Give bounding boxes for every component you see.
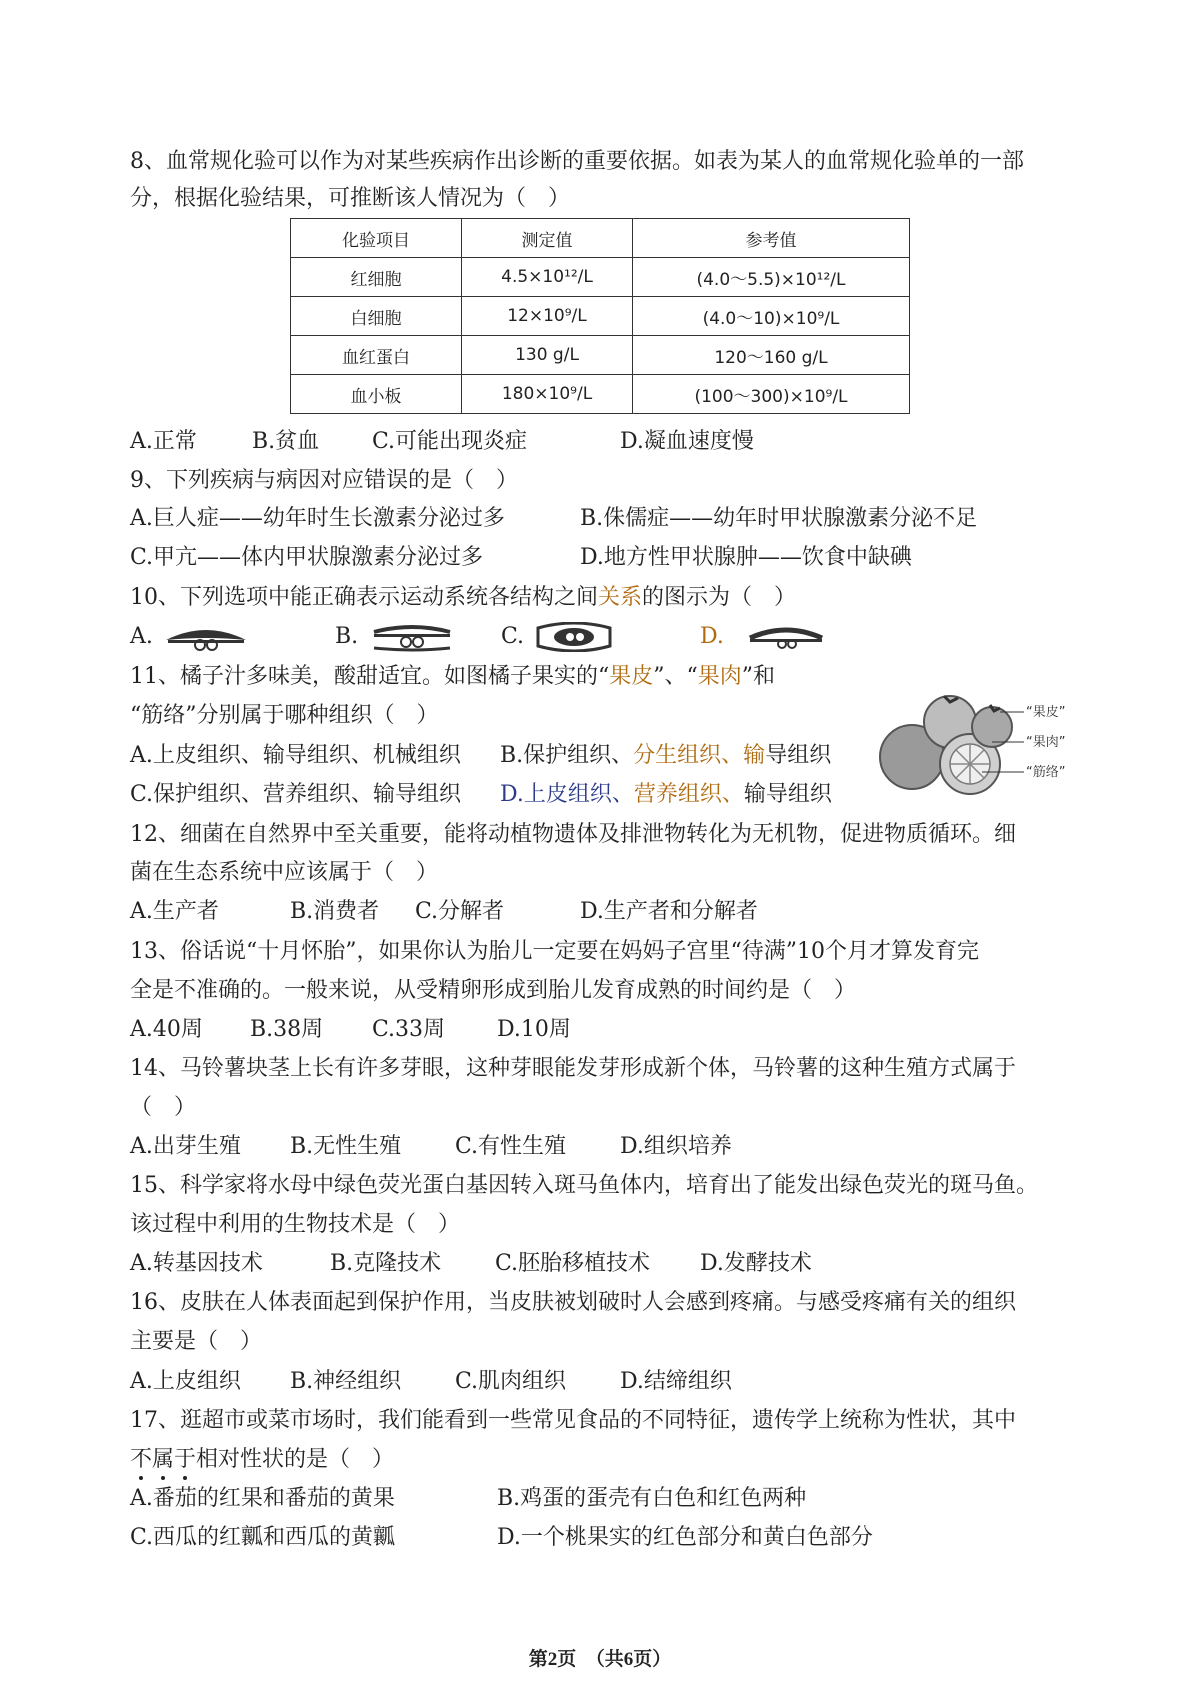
q13-stem-line2: 全是不准确的。一般来说，从受精卵形成到胎儿发育成熟的时间约是（ ） [130,978,857,1003]
table-cell: 130 g/L [462,336,633,375]
q17-option-a: A.番茄的红果和番茄的黄果 [130,1486,395,1511]
table-cell: 血小板 [291,375,462,414]
q11-stem-part: 11、橘子汁多味美，酸甜适宜。如图橘子果实的“ [130,664,610,689]
table-row [291,297,910,336]
q11-option-b-part: B.保护组织、 [500,743,634,768]
q9-option-c: C.甲亢——体内甲状腺激素分泌过多 [130,545,484,570]
q9-option-d: D.地方性甲状腺肿——饮食中缺碘 [580,545,912,570]
table-cell: 4.5×10¹²/L [462,258,633,297]
q13-option-c: C.33周 [372,1017,446,1042]
q8-stem-line2: 分，根据化验结果，可推断该人情况为（ ） [130,186,571,211]
q11-stem-part: ”、“ [653,664,698,689]
q11-option-d [500,780,832,810]
q11-option-b [500,741,831,771]
q13-option-a: A.40周 [130,1017,203,1042]
table-header: 参考值 [633,219,910,258]
q17-option-c: C.西瓜的红瓤和西瓜的黄瓤 [130,1525,396,1550]
table-row [291,375,910,414]
q10-option-a: A. [130,624,153,649]
q10-option-d: D. [700,624,724,649]
q14-option-b: B.无性生殖 [290,1134,402,1159]
q17-stem-line1: 17、逛超市或菜市场时，我们能看到一些常见食品的不同特征，遗传学上统称为性状，其中 [130,1408,1016,1433]
q15-option-d: D.发酵技术 [700,1251,812,1276]
q10-stem-part: 10、下列选项中能正确表示运动系统各结构之间 [130,585,598,610]
fig-label-fibers: “筋络” [1026,765,1066,780]
q15-option-b: B.克隆技术 [330,1251,442,1276]
table-cell: 180×10⁹/L [462,375,633,414]
q17-option-d: D.一个桃果实的红色部分和黄白色部分 [497,1525,873,1550]
q16-option-d: D.结缔组织 [620,1369,732,1394]
q16-option-a: A.上皮组织 [130,1369,241,1394]
q8-option-c: C.可能出现炎症 [372,429,528,454]
table-cell: 血红蛋白 [291,336,462,375]
table-cell: (4.0～10)×10⁹/L [633,297,910,336]
q12-stem-line1: 12、细菌在自然界中至关重要，能将动植物遗体及排泄物转化为无机物，促进物质循环。细 [130,822,1016,847]
q11-option-b-part: 导组织 [765,743,832,768]
q13-option-b: B.38周 [250,1017,324,1042]
q10-diagram-c-icon [530,622,618,652]
blood-test-table [290,218,910,414]
table-row [291,258,910,297]
q17-stem-line2: 不属于相对性状的是（ ） [130,1447,395,1472]
q11-stem-line1 [130,662,775,692]
q12-option-d: D.生产者和分解者 [580,899,758,924]
q14-option-c: C.有性生殖 [455,1134,567,1159]
q16-stem-line1: 16、皮肤在人体表面起到保护作用，当皮肤被划破时人会感到疼痛。与感受疼痛有关的组织 [130,1290,1016,1315]
q12-option-c: C.分解者 [415,899,505,924]
q14-option-d: D.组织培养 [620,1134,732,1159]
q12-option-b: B.消费者 [290,899,380,924]
q8-option-b: B.贫血 [252,429,320,454]
q10-option-b: B. [335,624,359,649]
table-cell: 红细胞 [291,258,462,297]
q10-diagram-b-icon [368,622,456,652]
table-cell: (100～300)×10⁹/L [633,375,910,414]
q9-stem: 9、下列疾病与病因对应错误的是（ ） [130,468,518,493]
page-footer: 第2页 （共6页） [528,1649,672,1670]
fig-label-peel: “果皮” [1026,705,1066,720]
q10-stem [130,583,796,613]
q14-option-a: A.出芽生殖 [130,1134,241,1159]
table-cell: 12×10⁹/L [462,297,633,336]
q15-option-c: C.胚胎移植技术 [495,1251,651,1276]
q9-option-a: A.巨人症——幼年时生长激素分泌过多 [130,506,505,531]
q10-diagram-a-icon [162,622,250,652]
q11-option-a: A.上皮组织、输导组织、机械组织 [130,743,461,768]
table-header-row [291,219,910,258]
table-cell: 白细胞 [291,297,462,336]
q11-option-d-part: 输导组织 [743,782,832,807]
q15-option-a: A.转基因技术 [130,1251,263,1276]
table-header: 化验项目 [291,219,462,258]
q10-option-c: C. [501,624,525,649]
q15-stem-line1: 15、科学家将水母中绿色荧光蛋白基因转入斑马鱼体内，培育出了能发出绿色荧光的斑马鱼。 [130,1173,1038,1198]
q13-option-d: D.10周 [497,1017,571,1042]
q11-option-c: C.保护组织、营养组织、输导组织 [130,782,462,807]
q11-option-d-part: D.上皮组织、 [500,782,634,807]
q11-stem-line2: “筋络”分别属于哪种组织（ ） [130,703,439,728]
table-header: 测定值 [462,219,633,258]
emphasis-dots [130,1474,240,1482]
q16-option-b: B.神经组织 [290,1369,402,1394]
q9-option-b: B.侏儒症——幼年时甲状腺激素分泌不足 [580,506,978,531]
q11-stem-highlight: 果皮 [609,664,654,689]
orange-fruit-figure [872,672,1092,802]
q16-stem-line2: 主要是（ ） [130,1329,263,1354]
q11-stem-part: ”和 [741,664,776,689]
q17-option-b: B.鸡蛋的蛋壳有白色和红色两种 [497,1486,807,1511]
q11-option-b-highlight: 分生组织、输 [633,743,766,768]
table-cell: (4.0～5.5)×10¹²/L [633,258,910,297]
table-row [291,336,910,375]
q8-option-d: D.凝血速度慢 [620,429,754,454]
q11-option-d-highlight: 营养组织、 [633,782,744,807]
q8-stem-line1: 8、血常规化验可以作为对某些疾病作出诊断的重要依据。如表为某人的血常规化验单的一部 [130,149,1025,174]
q10-diagram-d-icon [742,622,830,652]
q10-stem-highlight: 关系 [598,585,643,610]
q15-stem-line2: 该过程中利用的生物技术是（ ） [130,1212,461,1237]
fig-label-pulp: “果肉” [1026,735,1066,750]
q12-option-a: A.生产者 [130,899,219,924]
q8-option-a: A.正常 [130,429,197,454]
q10-stem-part: 的图示为（ ） [642,585,797,610]
q16-option-c: C.肌肉组织 [455,1369,567,1394]
q11-stem-highlight: 果肉 [697,664,742,689]
q14-stem-line1: 14、马铃薯块茎上长有许多芽眼，这种芽眼能发芽形成新个体，马铃薯的这种生殖方式属于 [130,1056,1016,1081]
q14-stem-line2: （ ） [130,1095,197,1120]
q13-stem-line1: 13、俗话说“十月怀胎”，如果你认为胎儿一定要在妈妈子宫里“待满”10个月才算发育完 [130,939,979,964]
q12-stem-line2: 菌在生态系统中应该属于（ ） [130,860,439,885]
table-cell: 120～160 g/L [633,336,910,375]
